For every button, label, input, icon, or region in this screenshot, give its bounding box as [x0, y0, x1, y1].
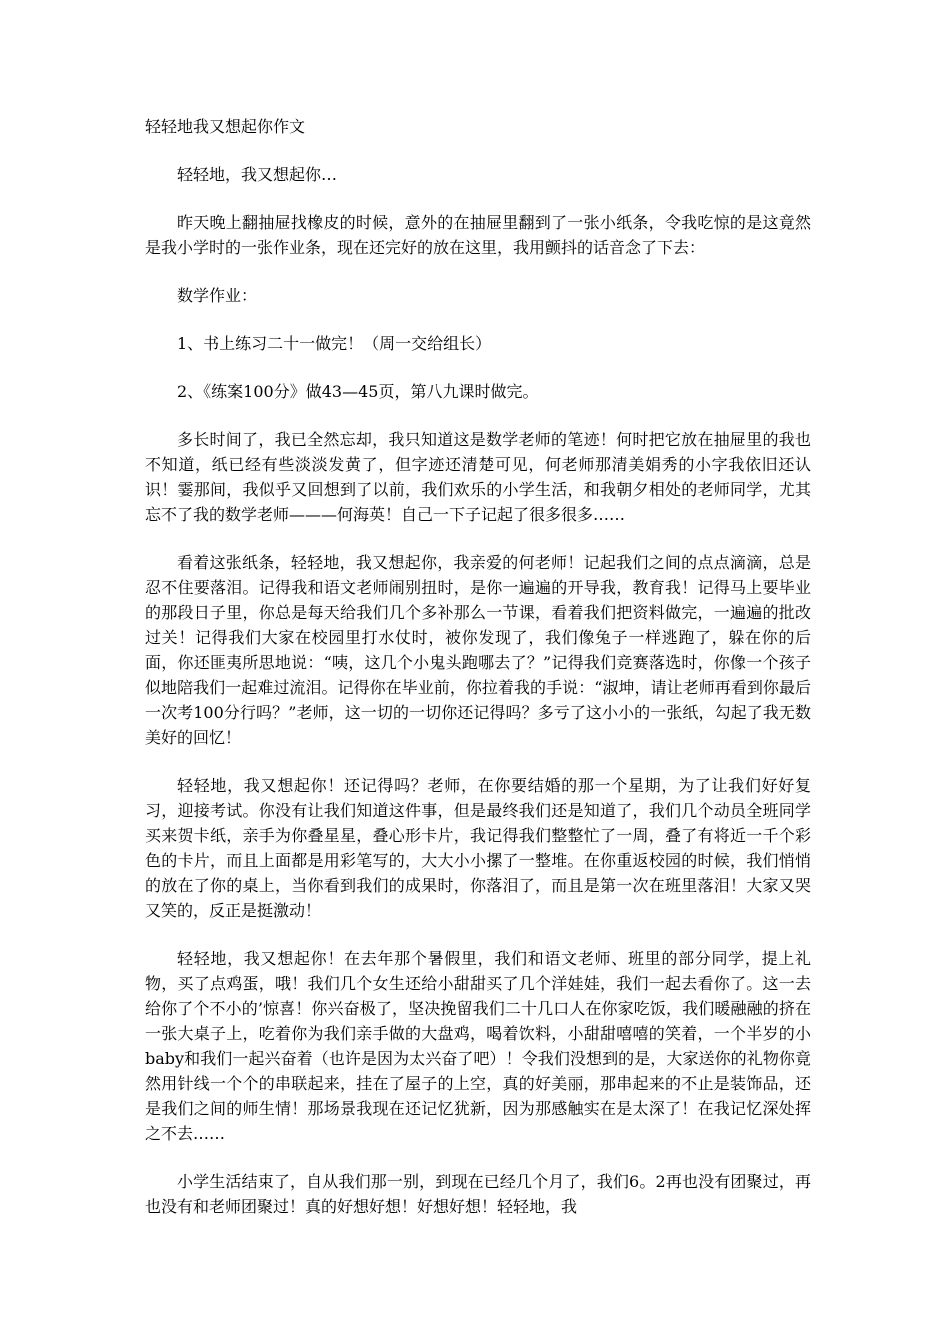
paragraph-wedding-week: 轻轻地，我又想起你！还记得吗？老师，在你要结婚的那一个星期，为了让我们好好复习，迎接考试。你没有让我们知道这件事，但是最终我们还是知道了，我们几个动员全班同学买来贺卡纸，亲手为你叠星星，叠心形卡片，我记得我们整整忙了一周，叠了有将近一千个彩色的卡片，而且上面都是用彩笔写的，大大小小摞了一整堆。在你重返校园的时候，我们悄悄的放在了你的桌上，当你看到我们的成果时，你落泪了，而且是第一次在班里落泪！大家又哭又笑的，反正是挺激动！ [145, 776, 811, 920]
paragraph-homework-item-2: 2、《练案100分》做43—45页，第八九课时做完。 [177, 382, 539, 401]
paragraph-opening-line: 轻轻地，我又想起你… [177, 165, 338, 184]
paragraph-teacher-moments: 看着这张纸条，轻轻地，我又想起你，我亲爱的何老师！记起我们之间的点点滴滴，总是忍不住要落泪。记得我和语文老师闹别扭时，是你一遍遍的开导我，教育我！记得马上要毕业的那段日子里，你总是每天给我们几个多补那么一节课，看着我们把资料做完，一遍遍的批改过关！记得我们大家在校园里打水仗时，被你发现了，我们像兔子一样逃跑了，躲在你的后面，你还匪夷所思地说：“咦，这几个小鬼头跑哪去了？”记得我们竞赛落选时，你像一个孩子似地陪我们一起难过流泪。记得你在毕业前，你拉着我的手说：“淑坤，请让老师再看到你最后一次考100分行吗？”老师，这一切的一切你还记得吗？多亏了这小小的一张纸，勾起了我无数美好的回忆！ [145, 553, 811, 747]
paragraph-summer-visit: 轻轻地，我又想起你！在去年那个暑假里，我们和语文老师、班里的部分同学，提上礼物，买了点鸡蛋，哦！我们几个女生还给小甜甜买了几个洋娃娃，我们一起去看你了。这一去给你了个不小的’惊喜！你兴奋极了，坚决挽留我们二十几口人在你家吃饭，我们暖融融的挤在一张大桌子上，吃着你为我们亲手做的大盘鸡，喝着饮料，小甜甜嘻嘻的笑着，一个半岁的小baby和我们一起兴奋着（也许是因为太兴奋了吧）！令我们没想到的是，大家送你的礼物你竟然用针线一个个的串联起来，挂在了屋子的上空，真的好美丽，那串起来的不止是装饰品，还是我们之间的师生情！那场景我现在还记忆犹新，因为那感触实在是太深了！在我记忆深处挥之不去…… [145, 949, 811, 1143]
document-title: 轻轻地我又想起你作文 [145, 117, 306, 136]
paragraph-homework-item-1: 1、书上练习二十一做完！（周一交给组长） [177, 334, 492, 353]
paragraph-found-note: 昨天晚上翻抽屉找橡皮的时候，意外的在抽屉里翻到了一张小纸条，令我吃惊的是这竟然是我小学时的一张作业条，现在还完好的放在这里，我用颤抖的话音念了下去： [145, 213, 811, 257]
paragraph-after-graduation: 小学生活结束了，自从我们那一别，到现在已经几个月了，我们6。2再也没有团聚过，再也没有和老师团聚过！真的好想好想！好想好想！轻轻地，我 [145, 1172, 811, 1216]
paragraph-memories: 多长时间了，我已全然忘却，我只知道这是数学老师的笔迹！何时把它放在抽屉里的我也不知道，纸已经有些淡淡发黄了，但字迹还清楚可见，何老师那清美娟秀的小字我依旧还认识！霎那间，我似乎又回想到了以前，我们欢乐的小学生活，和我朝夕相处的老师同学，尤其忘不了我的数学老师———何海英！自己一下子记起了很多很多…… [145, 430, 811, 524]
paragraph-homework-heading: 数学作业： [177, 286, 258, 305]
document-page [145, 114, 811, 1242]
